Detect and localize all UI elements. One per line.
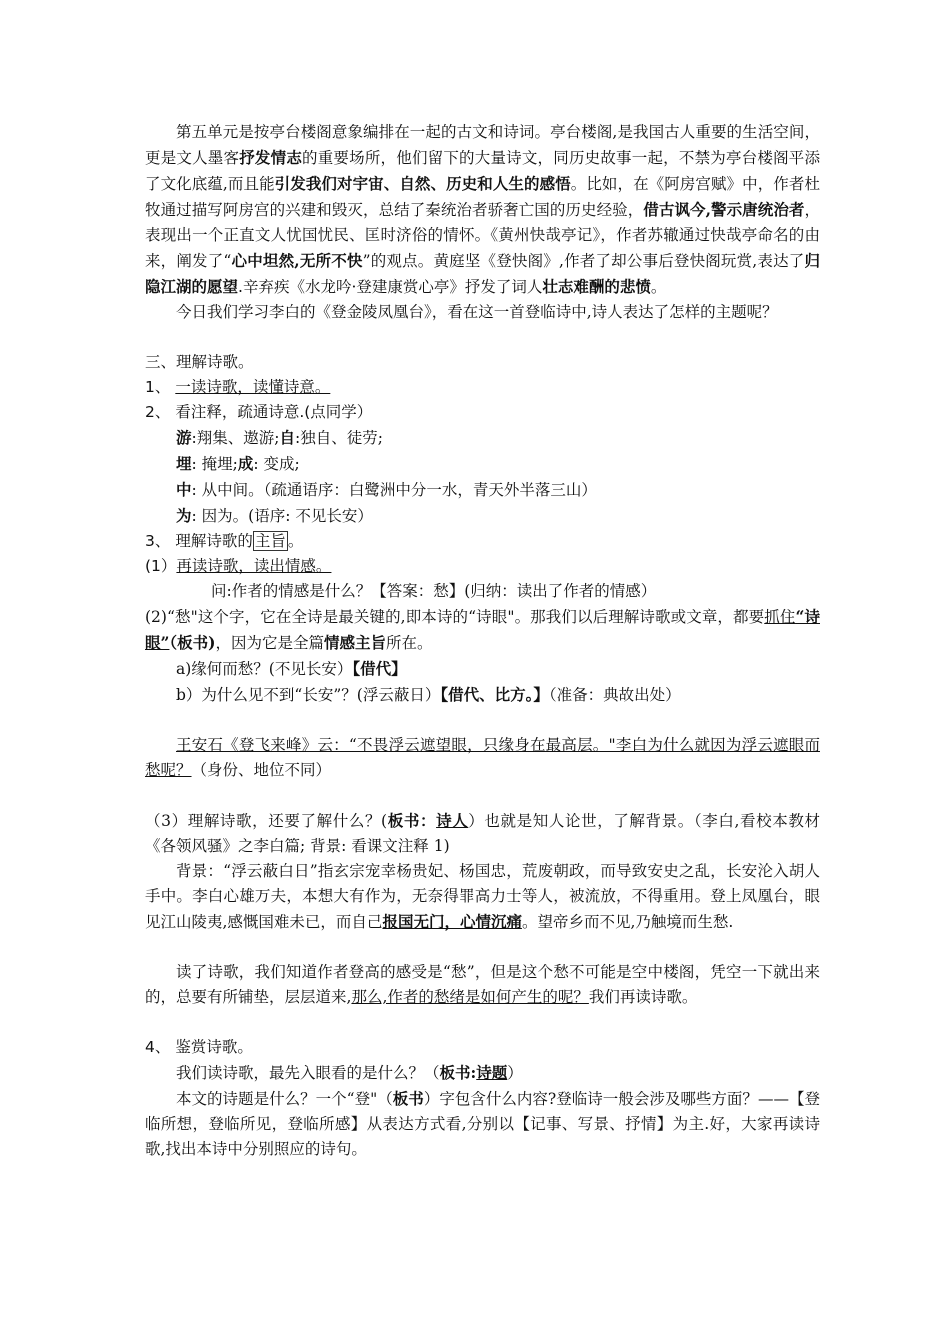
bold-phrase: 归隐江湖的愿望	[145, 251, 820, 296]
bold-phrase: 借古讽今,警示唐统治者	[643, 200, 805, 219]
section-heading: 三、理解诗歌。	[145, 353, 254, 371]
bold-phrase: 心中坦然,无所不快	[231, 251, 363, 270]
step-1: 1、 一读诗歌，读懂诗意。	[145, 378, 331, 396]
bold-phrase: 引发我们对宇宙、自然、历史和人生的感悟	[274, 174, 571, 193]
document-page	[145, 120, 820, 1162]
spacer	[145, 325, 820, 350]
note-line: 游:翔集、遨游;自:独自、徒劳;	[176, 428, 383, 447]
step-2: 2、 看注释，疏通诗意.(点同学）	[145, 403, 373, 421]
step-3: 3、 理解诗歌的 主旨 。	[145, 532, 304, 550]
intro-paragraph: 第五单元是按亭台楼阁意象编排在一起的古文和诗词。亭台楼阁,是我国古人重要的生活空间，更是文人墨客抒发情志的重要场所，他们留下的大量诗文，同历史故事一起，不禁为亭台楼阁平添了文化底蕴,而且能引发我们对宇宙、自然、历史和人生的感悟。比如，在《阿房宫赋》中，作者杜牧通过描写阿房宫的兴建和毁灭，总结了秦统治者骄奢亡国的历史经验，借古讽今,警示唐统治者，表现出一个正直文人忧国忧民、匡时济俗的情怀。《黄州快哉亭记》，作者苏辙通过快哉亭命名的由来，阐发了“心中坦然,无所不快”的观点。黄庭坚《登快阁》,作者了却公事后登快阁玩赏,表达了归隐江湖的愿望.辛弃疾《水龙吟·登建康赏心亭》抒发了词人壮志难酬的悲愤。	[145, 123, 820, 296]
background-paragraph: 背景：“浮云蔽白日”指玄宗宠幸杨贵妃、杨国忠，荒废朝政，而导致安史之乱，长安沦入胡人手中。李白心雄万夫，本想大有作为，无奈得罪高力士等人，被流放，不得重用。登上凤凰台，眼见江山陵夷,感慨国难未已，而自己报国无门，心情沉痛。望帝乡而不见,乃触境而生愁.	[145, 862, 820, 931]
final-paragraph: 本文的诗题是什么？一个“登"（板书）字包含什么内容?登临诗一般会涉及哪些方面？——【登临所想，登临所见，登临所感】从表达方式看,分别以【记事、写景、抒情】为主.好，大家再读诗歌,找出本诗中分别照应的诗句。	[145, 1089, 820, 1158]
substep-a: a)缘何而愁？(不见长安）【借代】	[176, 659, 407, 678]
substep-2: (2)“愁"这个字，它在全诗是最关键的,即本诗的“诗眼"。那我们以后理解诗歌或文章，都要抓住“诗眼”（板书)，因为它是全篇情感主旨所在。	[145, 607, 820, 652]
note-line: 中: 从中间。（疏通语序：白鹭洲中分一水，青天外半落三山）	[176, 480, 597, 499]
substep-1: (1）再读诗歌，读出情感。	[145, 557, 332, 575]
lesson-question: 今日我们学习李白的《登金陵凤凰台》，看在这一首登临诗中,诗人表达了怎样的主题呢？	[176, 303, 778, 321]
bold-phrase: 壮志难酬的悲愤	[542, 277, 651, 296]
boxed-word: 主旨	[254, 532, 286, 550]
step-4: 4、 鉴赏诗歌。	[145, 1038, 253, 1056]
substep-3: （3）理解诗歌，还要了解什么？(板书：诗人）也就是知人论世，了解背景。（李白,看校本教材《各领风骚》之李白篇; 背景: 看课文注释 1)	[145, 811, 820, 855]
note-line: 埋: 掩埋;成: 变成;	[176, 454, 300, 473]
spacer	[145, 708, 820, 733]
note-line: 为: 因为。(语序: 不见长安）	[176, 506, 373, 525]
bold-phrase: 抒发情志	[239, 148, 303, 167]
question-line: 问:作者的情感是什么？【答案：愁】(归纳：读出了作者的情感）	[211, 582, 657, 600]
transition-paragraph: 读了诗歌，我们知道作者登高的感受是“愁”，但是这个愁不可能是空中楼阁，凭空一下就出来的，总要有所铺垫，层层道来,那么,作者的愁绪是如何产生的呢？我们再读诗歌。	[145, 963, 820, 1006]
spacer	[145, 783, 820, 808]
quote-paragraph: 王安石《登飞来峰》云：“不畏浮云遮望眼，只缘身在最高层。"李白为什么就因为浮云遮眼而愁呢？（身份、地位不同）	[145, 736, 820, 779]
title-question: 我们读诗歌，最先入眼看的是什么？（板书:诗题）	[176, 1063, 523, 1082]
substep-b: b）为什么见不到“长安”？(浮云蔽日）【借代、比方。】（准备：典故出处）	[176, 685, 681, 704]
spacer	[145, 935, 820, 960]
spacer	[145, 1010, 820, 1035]
